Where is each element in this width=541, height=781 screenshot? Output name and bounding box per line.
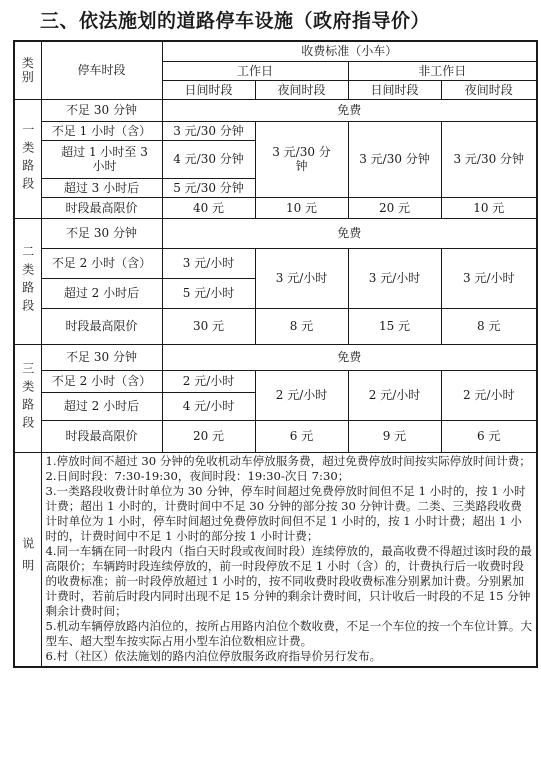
note-5: 5.机动车辆停放路内泊位的，按所占用路内泊位个数收费，不足一个车位的按一个车位计算。大型车、超大型车按实际占用小型车泊位数相应计费。 <box>45 618 532 648</box>
class1-label: 一类路段 <box>14 99 41 218</box>
class3-over2h: 超过 2 小时后 <box>41 392 162 420</box>
class3-over2h-fee: 4 元/小时 <box>162 392 255 420</box>
class2-under2h: 不足 2 小时（含） <box>41 248 162 278</box>
header-category: 类别 <box>14 41 41 99</box>
class2-cap-day: 30 元 <box>162 308 255 344</box>
class1-night-fee: 3 元/30 分钟 <box>255 121 348 197</box>
class2-night-fee: 3 元/小时 <box>255 248 348 308</box>
note-2: 2.日间时段：7:30-19:30，夜间时段：19:30-次日 7:30； <box>45 468 350 483</box>
header-work-night: 夜间时段 <box>255 80 348 99</box>
header-standard: 收费标准（小车） <box>162 41 537 61</box>
header-nonwork-night: 夜间时段 <box>441 80 537 99</box>
explain-notes <box>41 452 537 667</box>
class3-cap-nonwork-day: 9 元 <box>348 420 441 452</box>
class2-label: 二类路段 <box>14 218 41 344</box>
note-1: 1.停放时间不超过 30 分钟的免收机动车停放服务费，超过免费停放时间按实际停放时间计费； <box>45 453 531 468</box>
class2-cap-night: 8 元 <box>255 308 348 344</box>
class2-free: 免费 <box>162 218 537 248</box>
class3-under30: 不足 30 分钟 <box>41 344 162 370</box>
class3-free: 免费 <box>162 344 537 370</box>
class3-label: 三类路段 <box>14 344 41 452</box>
note-6: 6.村（社区）依法施划的路内泊位停放服务政府指导价另行发布。 <box>45 648 382 663</box>
header-workday: 工作日 <box>162 61 348 80</box>
class1-cap-nonwork-night: 10 元 <box>441 197 537 218</box>
class1-1to3h: 超过 1 小时至 3 小时 <box>41 140 162 178</box>
class1-1to3h-fee: 4 元/30 分钟 <box>162 140 255 178</box>
class2-cap-nonwork-night: 8 元 <box>441 308 537 344</box>
class1-free: 免费 <box>162 99 537 121</box>
class1-under1h: 不足 1 小时（含） <box>41 121 162 140</box>
class2-over2h-fee: 5 元/小时 <box>162 278 255 308</box>
note-4: 4.同一车辆在同一时段内（指白天时段或夜间时段）连续停放的，最高收费不得超过该时段的最高限价；车辆跨时段连续停放的，前一时段停放不足 1 小时（含）的，计费执行后一收费时段的收费标准；前一时段停放超过 1 小时的，按不同收费时段收费标准分别累加计费。分别累加计费时，若前后时段内同时出现不足 15 分钟的剩余计费时间，只计收后一时段的不足 15 分钟剩余计费时间； <box>45 543 532 618</box>
class3-night-fee: 2 元/小时 <box>255 370 348 420</box>
class1-cap-label: 时段最高限价 <box>41 197 162 218</box>
class2-under2h-fee: 3 元/小时 <box>162 248 255 278</box>
class3-under2h-fee: 2 元/小时 <box>162 370 255 392</box>
class1-over3h-fee: 5 元/30 分钟 <box>162 178 255 197</box>
class3-cap-day: 20 元 <box>162 420 255 452</box>
class2-cap-label: 时段最高限价 <box>41 308 162 344</box>
class1-under30: 不足 30 分钟 <box>41 99 162 121</box>
class2-nonwork-night-fee: 3 元/小时 <box>441 248 537 308</box>
class3-cap-nonwork-night: 6 元 <box>441 420 537 452</box>
class3-nonwork-night-fee: 2 元/小时 <box>441 370 537 420</box>
class2-over2h: 超过 2 小时后 <box>41 278 162 308</box>
class3-cap-label: 时段最高限价 <box>41 420 162 452</box>
class1-cap-night: 10 元 <box>255 197 348 218</box>
class1-cap-nonwork-day: 20 元 <box>348 197 441 218</box>
class1-nonwork-night-fee: 3 元/30 分钟 <box>441 121 537 197</box>
parking-fee-table <box>13 40 538 668</box>
header-nonwork-day: 日间时段 <box>348 80 441 99</box>
header-period: 停车时段 <box>41 41 162 99</box>
header-work-day: 日间时段 <box>162 80 255 99</box>
class2-cap-nonwork-day: 15 元 <box>348 308 441 344</box>
header-nonworkday: 非工作日 <box>348 61 537 80</box>
class3-under2h: 不足 2 小时（含） <box>41 370 162 392</box>
explain-label: 说明 <box>14 452 41 667</box>
page-title: 三、依法施划的道路停车设施（政府指导价） <box>40 10 431 32</box>
class1-nonwork-day-fee: 3 元/30 分钟 <box>348 121 441 197</box>
class1-over3h: 超过 3 小时后 <box>41 178 162 197</box>
class3-nonwork-day-fee: 2 元/小时 <box>348 370 441 420</box>
class2-under30: 不足 30 分钟 <box>41 218 162 248</box>
class2-nonwork-day-fee: 3 元/小时 <box>348 248 441 308</box>
class1-under1h-fee: 3 元/30 分钟 <box>162 121 255 140</box>
note-3: 3.一类路段收费计时单位为 30 分钟，停车时间超过免费停放时间但不足 1 小时的，按 1 小时计费；超出 1 小时的，计费时间中不足 30 分钟的部分按 30 分钟计费。二类、三类路段收费计时单位为 1 小时，停车时间超过免费停放时间但不足 1 小时的，按 1 小时计费；超出 1 小时的，计费时间中不足 1 小时的部分按 1 小时计费； <box>45 483 526 543</box>
class1-cap-day: 40 元 <box>162 197 255 218</box>
class3-cap-night: 6 元 <box>255 420 348 452</box>
